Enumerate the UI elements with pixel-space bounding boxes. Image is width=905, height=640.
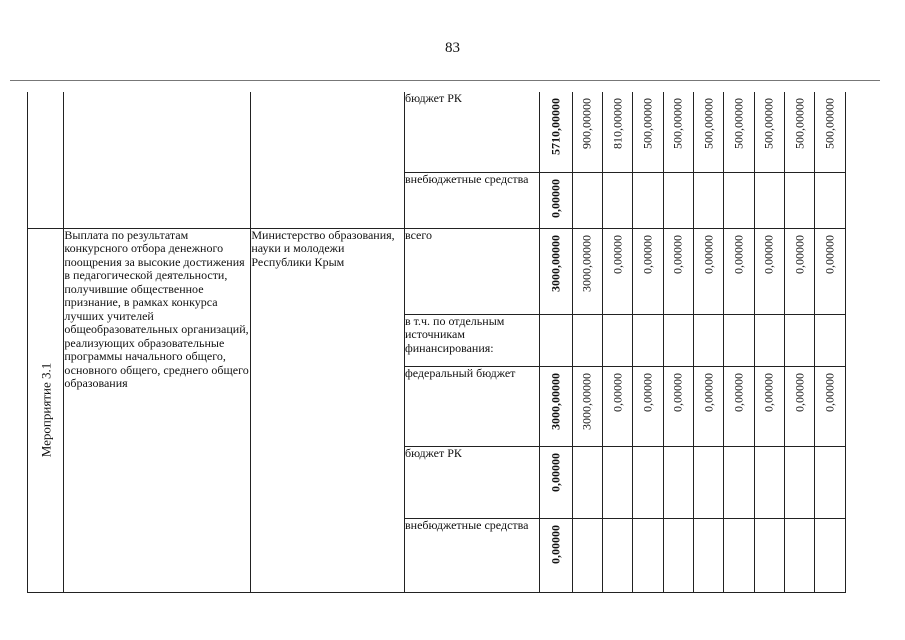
total-cell <box>540 518 572 592</box>
funding-source-cell <box>404 172 539 228</box>
year-value: 0,00000 <box>670 234 685 274</box>
year-value-cell <box>784 518 814 592</box>
year-value-cell <box>663 314 693 366</box>
table-row <box>28 92 874 172</box>
year-value-cell <box>633 446 663 518</box>
year-value-cell <box>663 172 693 228</box>
funding-source-cell <box>404 314 539 366</box>
funding-table <box>27 92 874 593</box>
description-cell-prev <box>64 92 251 228</box>
year-value-cell <box>724 446 754 518</box>
year-value-cell <box>663 366 693 446</box>
year-value-cell <box>784 366 814 446</box>
funding-source: федеральный бюджет <box>404 365 516 380</box>
year-value-cell <box>815 314 845 366</box>
year-value-cell <box>572 314 602 366</box>
year-value-cell <box>663 92 693 172</box>
funding-source: бюджет РК <box>404 91 462 105</box>
year-value-cell <box>633 518 663 592</box>
executor-name: Министерство образования, науки и молодежи Республики Крым <box>251 227 395 269</box>
year-value-cell <box>633 92 663 172</box>
year-value-cell <box>724 314 754 366</box>
year-value: 3000,00000 <box>579 372 594 430</box>
year-value-cell <box>603 446 633 518</box>
year-value: 0,00000 <box>731 234 746 274</box>
year-value: 0,00000 <box>700 372 715 412</box>
year-value-cell <box>784 446 814 518</box>
year-value-cell <box>694 228 724 314</box>
event-label-cell-prev <box>28 92 64 228</box>
year-value-cell <box>633 366 663 446</box>
year-value-cell <box>603 92 633 172</box>
executor-cell <box>251 228 405 592</box>
description-cell <box>64 228 251 592</box>
year-value: 0,00000 <box>761 234 776 274</box>
year-value-cell <box>815 92 845 172</box>
year-value-cell <box>784 172 814 228</box>
year-value-cell <box>754 92 784 172</box>
total-value: 3000,00000 <box>548 234 563 292</box>
year-value-cell <box>603 518 633 592</box>
year-value: 500,00000 <box>670 98 685 149</box>
funding-source: бюджет РК <box>404 445 462 460</box>
executor-cell-prev <box>251 92 405 228</box>
year-value-cell <box>784 92 814 172</box>
year-value-cell <box>724 92 754 172</box>
year-value-cell <box>694 92 724 172</box>
year-value: 0,00000 <box>791 372 806 412</box>
year-value-cell <box>784 314 814 366</box>
total-value: 0,00000 <box>548 524 563 564</box>
year-value: 0,00000 <box>761 372 776 412</box>
year-value-cell <box>815 446 845 518</box>
year-value-cell <box>663 446 693 518</box>
year-value-cell <box>754 518 784 592</box>
year-value-cell <box>815 518 845 592</box>
year-value-cell <box>724 518 754 592</box>
total-value: 3000,00000 <box>548 372 563 430</box>
year-value: 0,00000 <box>670 372 685 412</box>
year-value-cell <box>572 228 602 314</box>
year-value: 500,00000 <box>731 98 746 149</box>
year-value: 810,00000 <box>609 98 624 149</box>
year-value-cell <box>663 228 693 314</box>
year-value-cell <box>694 366 724 446</box>
page-number: 83 <box>445 40 460 56</box>
year-value: 0,00000 <box>791 234 806 274</box>
year-value: 0,00000 <box>822 234 837 274</box>
year-value: 500,00000 <box>761 98 776 149</box>
event-label-cell <box>28 228 64 592</box>
year-value-cell <box>754 446 784 518</box>
funding-source-cell <box>404 92 539 172</box>
year-value: 0,00000 <box>609 234 624 274</box>
year-value-cell <box>633 314 663 366</box>
year-value: 500,00000 <box>700 98 715 149</box>
funding-source-cell <box>404 518 539 592</box>
total-value: 0,00000 <box>548 178 563 218</box>
header-rule <box>10 80 880 81</box>
total-value: 5710,00000 <box>548 98 563 155</box>
year-value-cell <box>694 172 724 228</box>
funding-source-cell <box>404 446 539 518</box>
year-value-cell <box>603 314 633 366</box>
year-value-cell <box>663 518 693 592</box>
year-value: 0,00000 <box>640 234 655 274</box>
year-value-cell <box>633 228 663 314</box>
year-value-cell <box>572 518 602 592</box>
year-value: 0,00000 <box>700 234 715 274</box>
table-row <box>28 228 874 314</box>
year-value-cell <box>694 314 724 366</box>
year-value-cell <box>754 172 784 228</box>
year-value-cell <box>784 228 814 314</box>
year-value-cell <box>572 446 602 518</box>
total-cell <box>540 172 572 228</box>
funding-source-cell <box>404 228 539 314</box>
year-value-cell <box>815 228 845 314</box>
total-cell <box>540 446 572 518</box>
year-value-cell <box>633 172 663 228</box>
total-cell <box>540 228 572 314</box>
year-value: 0,00000 <box>640 372 655 412</box>
funding-source: всего <box>404 227 433 242</box>
year-value-cell <box>603 172 633 228</box>
year-value: 500,00000 <box>791 98 806 149</box>
total-cell <box>540 366 572 446</box>
event-description: Выплата по результатам конкурсного отбора денежного поощрения за высокие достижения в педагогической деятельности, получившие общественное признание, в рамках конкурса лучших учителей общеобразовательных организаций, реализующих образовательные программы начального общего, основного общего, среднего общего образования <box>64 227 249 390</box>
year-value: 0,00000 <box>609 372 624 412</box>
year-value-cell <box>694 446 724 518</box>
total-value: 0,00000 <box>548 452 563 492</box>
year-value: 500,00000 <box>822 98 837 149</box>
year-value-cell <box>815 366 845 446</box>
year-value-cell <box>572 172 602 228</box>
year-value-cell <box>572 92 602 172</box>
funding-source: внебюджетные средства <box>404 171 529 186</box>
year-value: 0,00000 <box>731 372 746 412</box>
year-value-cell <box>724 228 754 314</box>
year-value-cell <box>724 172 754 228</box>
year-value-cell <box>603 366 633 446</box>
funding-source: внебюджетные средства <box>404 517 529 532</box>
year-value: 500,00000 <box>640 98 655 149</box>
year-value-cell <box>724 366 754 446</box>
funding-source: в т.ч. по отдельным источникам финансирования: <box>404 313 505 355</box>
year-value: 0,00000 <box>822 372 837 412</box>
year-value-cell <box>815 172 845 228</box>
year-value-cell <box>694 518 724 592</box>
year-value-cell <box>572 366 602 446</box>
year-value-cell <box>754 366 784 446</box>
year-value-cell <box>603 228 633 314</box>
year-value: 3000,00000 <box>579 234 594 292</box>
total-cell <box>540 314 572 366</box>
year-value-cell <box>754 228 784 314</box>
year-value-cell <box>754 314 784 366</box>
total-cell <box>540 92 572 172</box>
event-label: Мероприятие 3.1 <box>37 362 53 458</box>
funding-source-cell <box>404 366 539 446</box>
year-value: 900,00000 <box>579 98 594 149</box>
